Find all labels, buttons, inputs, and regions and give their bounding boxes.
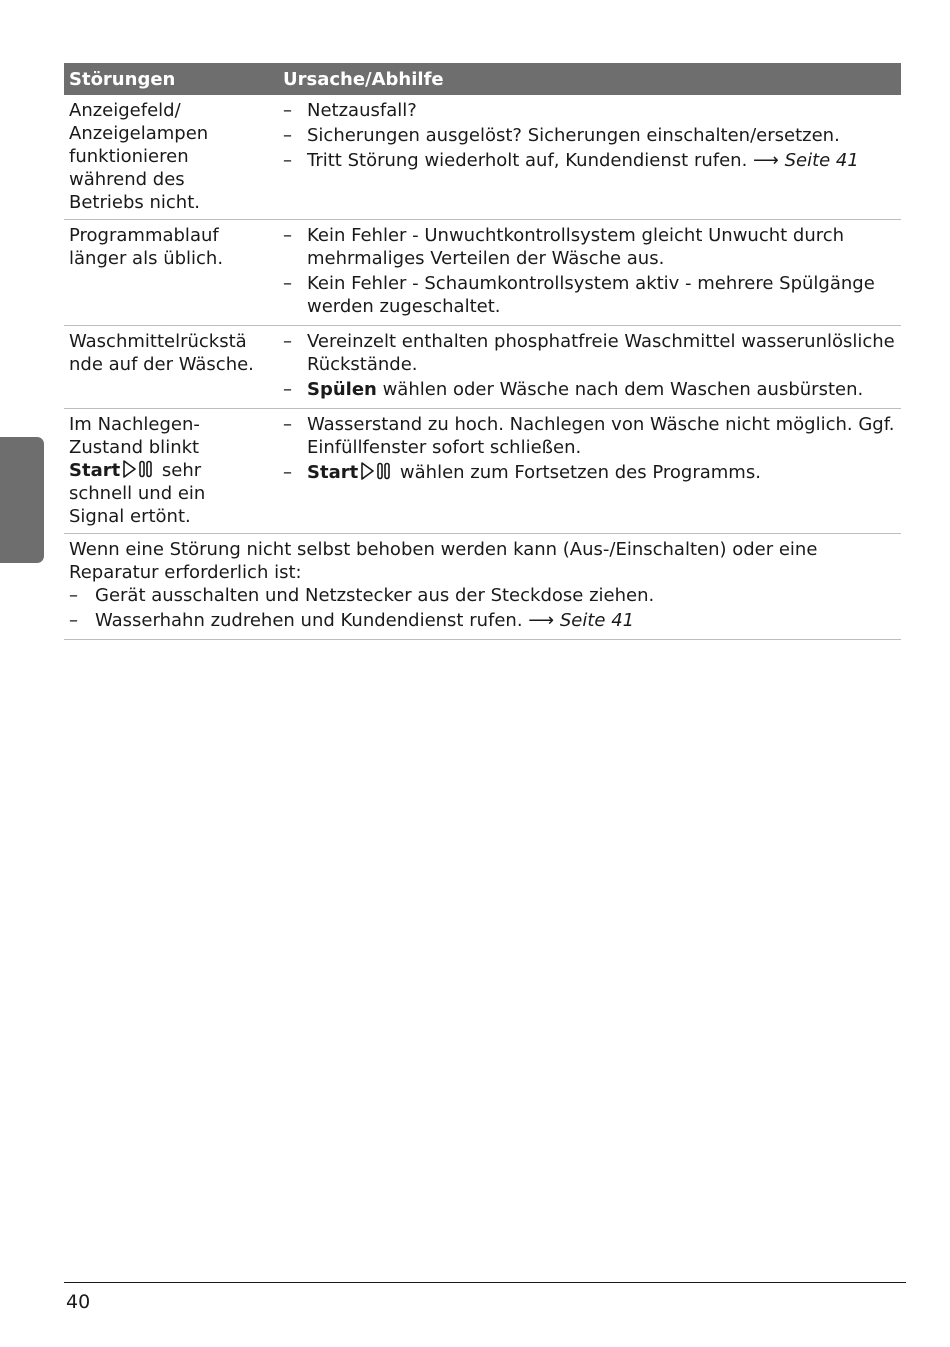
start-pause-icon <box>360 461 392 481</box>
chapter-side-tab <box>0 437 44 563</box>
cause-item <box>283 378 901 401</box>
cause-text: Sicherungen ausgelöst? Sicherungen einschalten/ersetzen. <box>307 125 840 146</box>
problem-cell <box>64 413 278 528</box>
table-row <box>64 326 901 409</box>
cause-item <box>283 413 901 459</box>
start-pause-icon <box>122 459 154 479</box>
dash: – <box>283 100 292 121</box>
note-item <box>69 584 901 607</box>
note-text: Gerät ausschalten und Netzstecker aus der Steckdose ziehen. <box>95 585 655 606</box>
cause-text-rest: wählen zum Fortsetzen des Programms. <box>394 462 761 483</box>
dash: – <box>283 379 292 400</box>
dash: – <box>69 585 78 606</box>
start-label: Start <box>307 462 359 483</box>
problem-cell: Waschmittelrückstä nde auf der Wäsche. <box>69 331 254 375</box>
cause-cell <box>278 413 901 528</box>
cause-cell <box>278 99 901 214</box>
cause-item <box>283 224 901 270</box>
header-stoerungen: Störungen <box>69 68 176 90</box>
table-header <box>64 63 901 95</box>
note-item <box>69 609 901 632</box>
note-text: Wasserhahn zudrehen und Kundendienst rufen. <box>95 610 523 631</box>
table-row <box>64 409 901 534</box>
problem-cell: Anzeigefeld/ Anzeigelampen funktionieren während des Betriebs nicht. <box>69 100 209 213</box>
cause-item <box>283 272 901 318</box>
page-number: 40 <box>66 1291 91 1313</box>
cause-item <box>283 149 901 172</box>
dash: – <box>69 610 78 631</box>
page-reference-link[interactable]: Seite 41 <box>559 610 635 631</box>
cause-cell <box>278 224 901 320</box>
note-intro: Wenn eine Störung nicht selbst behoben werden kann (Aus-/Einschalten) oder eine Reparatur erforderlich ist: <box>69 539 818 583</box>
cause-text-with-ref <box>307 149 901 172</box>
problem-cell: Programmablauf länger als üblich. <box>69 225 224 269</box>
note-text-with-ref <box>95 609 901 632</box>
cause-item <box>283 461 901 484</box>
dash: – <box>283 225 292 246</box>
start-label: Start <box>69 460 121 481</box>
dash: – <box>283 150 292 171</box>
cause-text-rest: wählen oder Wäsche nach dem Waschen ausbürsten. <box>376 379 864 400</box>
page-reference-link[interactable]: Seite 41 <box>784 150 859 171</box>
table-row <box>64 95 901 220</box>
cause-text: Kein Fehler - Unwuchtkontrollsystem gleicht Unwucht durch mehrmaliges Verteilen der Wäsche aus. <box>307 225 845 269</box>
arrow-icon: ⟶ <box>528 610 555 631</box>
dash: – <box>283 331 292 352</box>
footer-divider <box>64 1282 906 1283</box>
problem-text: sehr schnell und ein Signal ertönt. <box>69 460 206 527</box>
cause-item <box>283 330 901 376</box>
dash: – <box>283 125 292 146</box>
troubleshooting-table <box>64 63 901 640</box>
cause-text <box>307 461 901 484</box>
arrow-icon: ⟶ <box>753 150 779 171</box>
problem-text: Im Nachlegen- Zustand blinkt <box>69 414 200 458</box>
cause-text: Tritt Störung wiederholt auf, Kundendienst rufen. <box>307 150 748 171</box>
dash: – <box>283 414 292 435</box>
header-ursache-abhilfe: Ursache/Abhilfe <box>283 68 444 90</box>
cause-item <box>283 124 901 147</box>
cause-cell <box>278 330 901 403</box>
dash: – <box>283 462 292 483</box>
dash: – <box>283 273 292 294</box>
cause-text: Wasserstand zu hoch. Nachlegen von Wäsche nicht möglich. Ggf. Einfüllfenster sofort schließen. <box>307 414 895 458</box>
cause-text: Netzausfall? <box>307 100 417 121</box>
table-row <box>64 220 901 326</box>
cause-text: Vereinzelt enthalten phosphatfreie Waschmittel wasserunlösliche Rückstände. <box>307 331 895 375</box>
cause-text <box>307 378 901 401</box>
spuelen-label: Spülen <box>307 379 377 400</box>
repair-note <box>64 534 901 640</box>
cause-item <box>283 99 901 122</box>
cause-text: Kein Fehler - Schaumkontrollsystem aktiv - mehrere Spülgänge werden zugeschaltet. <box>307 273 875 317</box>
